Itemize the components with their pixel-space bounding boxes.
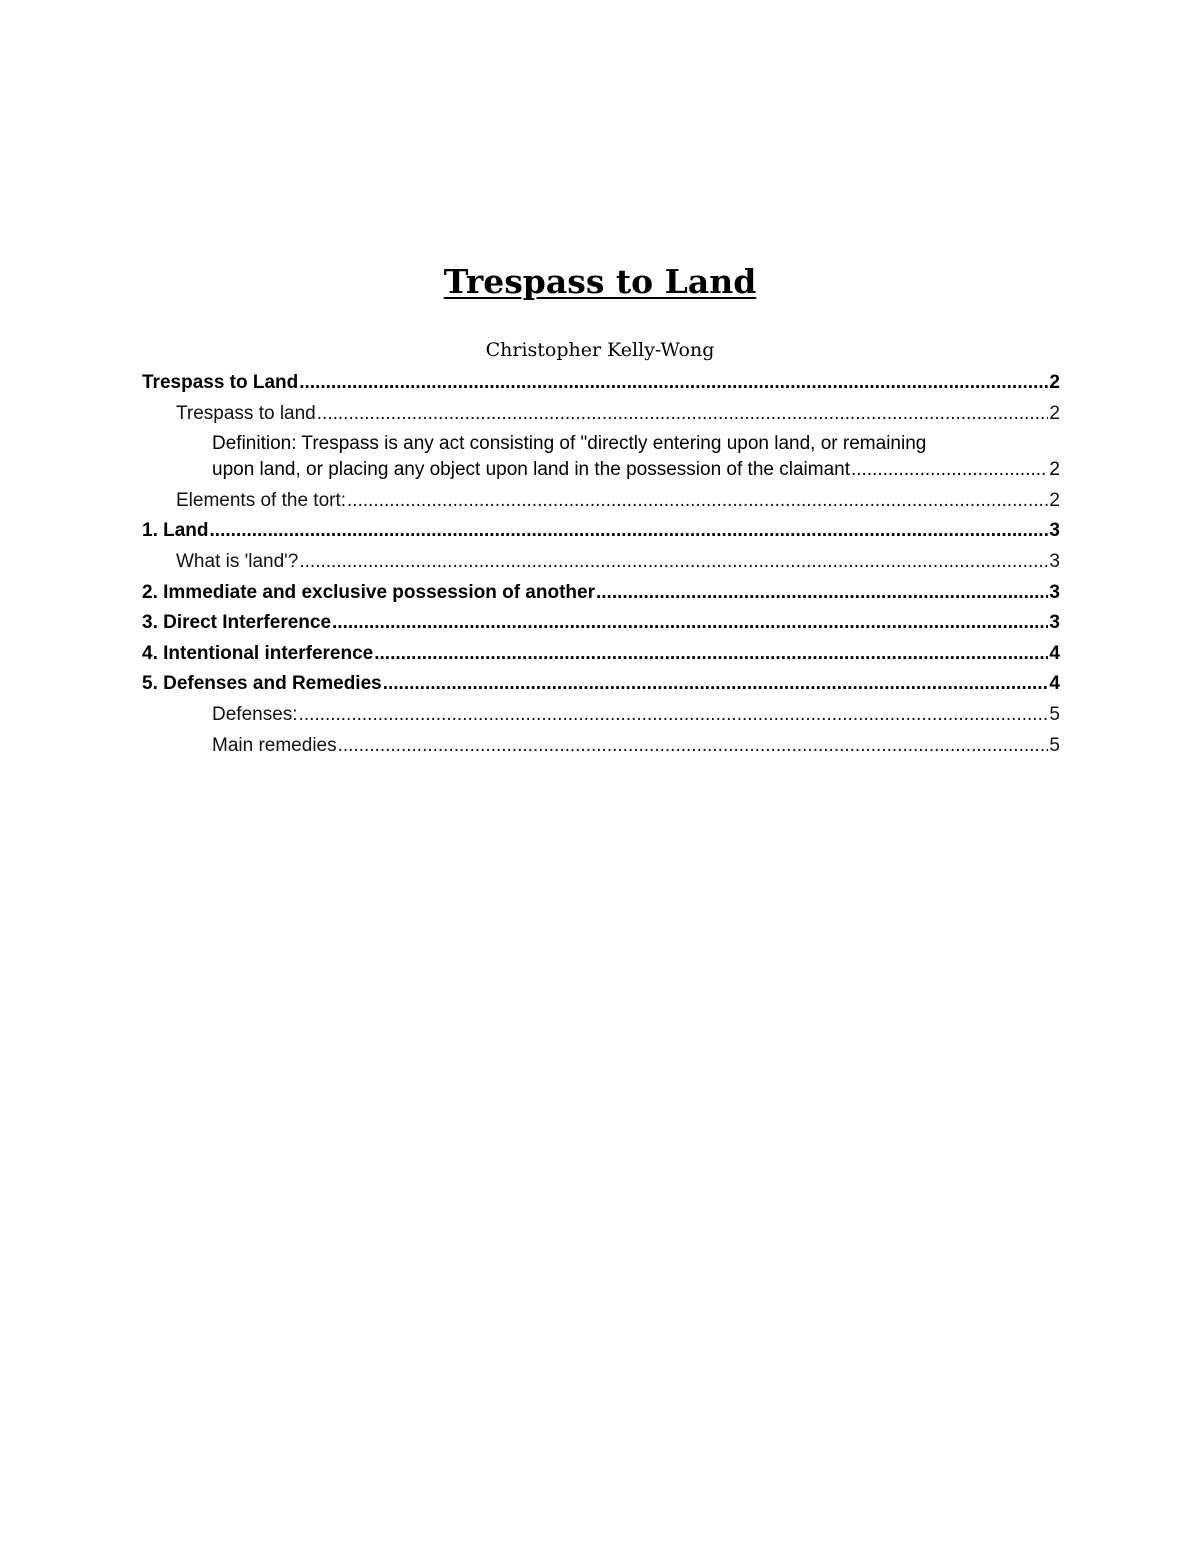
toc-leader-dots <box>374 641 1048 667</box>
toc-leader-dots <box>338 733 1049 759</box>
toc-page-number: 4 <box>1049 673 1060 695</box>
toc-leader-dots <box>299 549 1048 575</box>
toc-page-number: 5 <box>1049 703 1060 725</box>
toc-entry-defenses-and-remedies[interactable] <box>142 671 1060 697</box>
toc-leader-dots <box>210 518 1049 544</box>
toc-leader-dots <box>383 671 1049 697</box>
toc-entry-defenses[interactable] <box>142 702 1060 728</box>
toc-page-number: 2 <box>1049 459 1060 481</box>
toc-entry-text: What is 'land'? <box>176 550 299 572</box>
toc-entry-text: 5. Defenses and Remedies <box>142 673 382 695</box>
toc-entry-text: Trespass to land <box>176 402 316 424</box>
toc-page-number: 3 <box>1049 581 1060 603</box>
toc-entry-text: Defenses: <box>212 703 298 725</box>
document-title: Trespass to Land <box>443 262 757 301</box>
toc-entry-definition[interactable] <box>142 431 1060 483</box>
table-of-contents <box>142 370 1060 763</box>
toc-entry-text: 2. Immediate and exclusive possession of another <box>142 581 595 603</box>
toc-leader-dots <box>299 702 1049 728</box>
toc-entry-text: 1. Land <box>142 520 209 542</box>
toc-entry-trespass-to-land[interactable] <box>142 370 1060 396</box>
toc-entry-intentional-interference[interactable] <box>142 641 1060 667</box>
toc-entry-trespass-to-land-sub[interactable] <box>142 401 1060 427</box>
toc-page-number: 3 <box>1049 520 1060 542</box>
toc-entry-text: 4. Intentional interference <box>142 642 374 664</box>
toc-page-number: 5 <box>1049 734 1060 756</box>
toc-leader-dots <box>299 370 1048 396</box>
toc-entry-what-is-land[interactable] <box>142 549 1060 575</box>
toc-page-number: 2 <box>1049 372 1060 393</box>
toc-entry-direct-interference[interactable] <box>142 610 1060 636</box>
toc-entry-elements-of-the-tort[interactable] <box>142 488 1060 514</box>
toc-leader-dots <box>317 401 1049 427</box>
toc-page-number: 2 <box>1049 489 1060 511</box>
toc-leader-dots <box>332 610 1048 636</box>
toc-entry-text: Elements of the tort: <box>176 489 347 511</box>
toc-entry-text: Trespass to Land <box>142 372 299 393</box>
toc-entry-text-line2: upon land, or placing any object upon land in the possession of the claimant <box>212 459 850 481</box>
document-author: Christopher Kelly-Wong <box>485 339 715 361</box>
toc-entry-main-remedies[interactable] <box>142 733 1060 759</box>
toc-page-number: 3 <box>1049 550 1060 572</box>
toc-entry-text-line1: Definition: Trespass is any act consisting of "directly entering upon land, or remaining <box>212 433 927 455</box>
toc-entry-text: 3. Direct Interference <box>142 612 332 634</box>
toc-entry-immediate-possession[interactable] <box>142 580 1060 606</box>
toc-entry-text: Main remedies <box>212 734 337 756</box>
toc-page-number: 2 <box>1049 402 1060 424</box>
toc-entry-land[interactable] <box>142 518 1060 544</box>
toc-page-number: 4 <box>1049 642 1060 664</box>
toc-leader-dots <box>851 457 1048 483</box>
toc-page-number: 3 <box>1049 612 1060 634</box>
toc-leader-dots <box>347 488 1048 514</box>
toc-leader-dots <box>596 580 1048 606</box>
